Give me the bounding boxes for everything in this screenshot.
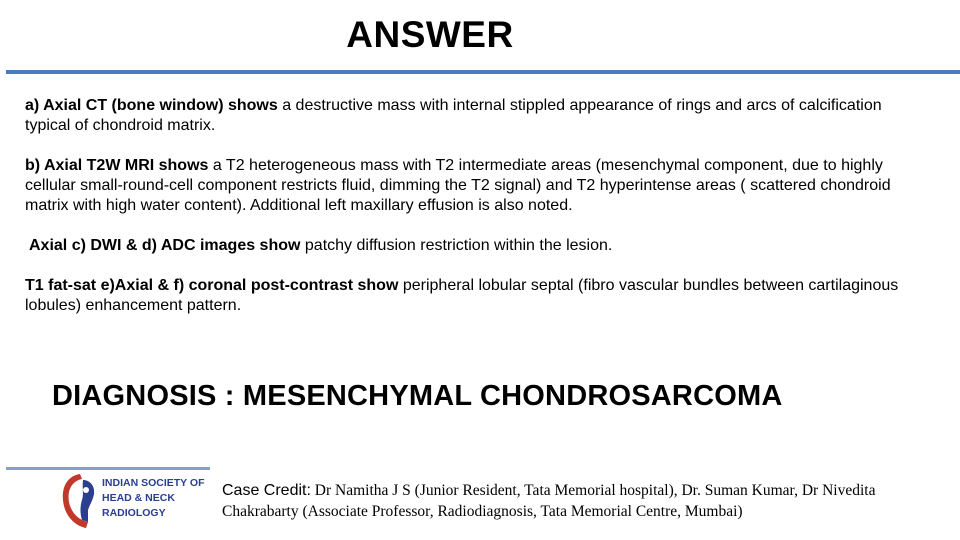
diagnosis-heading: DIAGNOSIS : MESENCHYMAL CHONDROSARCOMA [52, 380, 783, 412]
head-neck-logo-icon [58, 470, 102, 534]
finding-t2-text: a T2 heterogeneous mass with T2 intermediate areas (mesenchymal component, due to highly cellular small-round-cell component restricts fluid, dimming the T2 signal) and T2 hyperintense areas ( scattered chondroid matrix with high water content). Additional left maxillary effusion is also noted. [25, 157, 891, 214]
finding-dwi [25, 236, 930, 256]
case-credit-label: Case Credit: [222, 482, 311, 499]
logo-line-2: HEAD & NECK [102, 492, 175, 504]
answer-body [25, 96, 930, 336]
logo-line-3: RADIOLOGY [102, 507, 166, 519]
finding-dwi-text: patchy diffusion restriction within the lesion. [300, 237, 613, 254]
finding-ct-heading: a) Axial CT (bone window) shows [25, 97, 278, 114]
case-credit [222, 480, 952, 522]
logo-text [102, 476, 222, 521]
finding-t2 [25, 156, 930, 216]
finding-ct [25, 96, 930, 136]
case-credit-text: Dr Namitha J S (Junior Resident, Tata Memorial hospital), Dr. Suman Kumar, Dr Nivedita Chakrabarty (Associate Professor, Radiodiagnosis, Tata Memorial Centre, Mumbai) [222, 482, 876, 520]
finding-ct-text: a destructive mass with internal stippled appearance of rings and arcs of calcification typical of chondroid matrix. [25, 97, 882, 134]
finding-t2-heading: b) Axial T2W MRI shows [25, 157, 209, 174]
finding-dwi-heading: Axial c) DWI & d) ADC images show [29, 237, 301, 254]
finding-t1-text: peripheral lobular septal (fibro vascular bundles between cartilaginous lobules) enhancement pattern. [25, 277, 899, 314]
finding-t1 [25, 276, 930, 316]
logo-line-1: INDIAN SOCIETY OF [102, 477, 205, 489]
finding-t1-heading: T1 fat-sat e)Axial & f) coronal post-contrast show [25, 277, 399, 294]
ishnr-logo [58, 470, 218, 534]
title-divider [6, 70, 960, 74]
slide-title: ANSWER [346, 14, 514, 55]
